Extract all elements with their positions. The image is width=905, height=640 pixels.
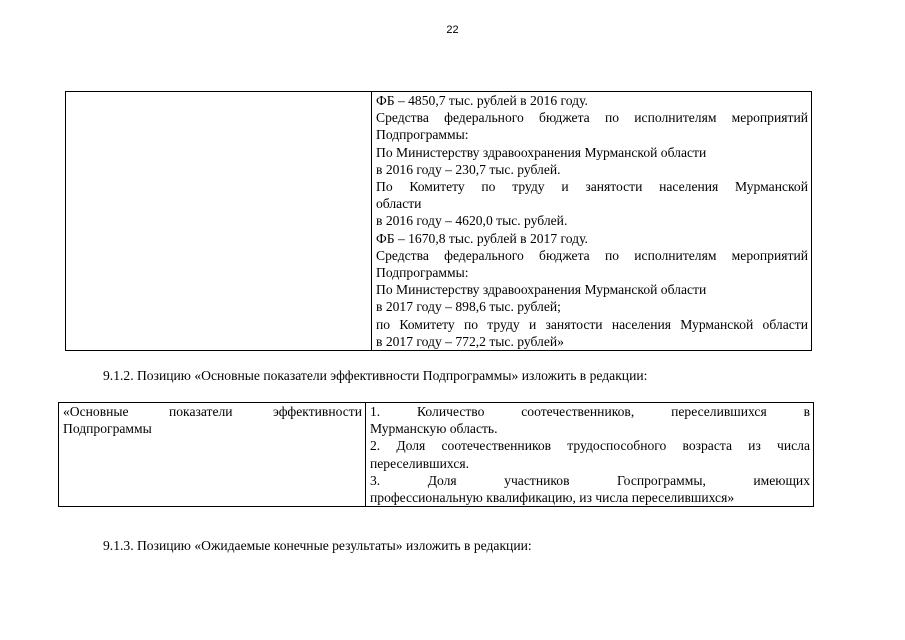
text-line: Средства федерального бюджета по исполнителям мероприятий [376,247,808,263]
indicators-table-label-cell [59,403,366,507]
text-line: По Министерству здравоохранения Мурманской области [376,144,707,160]
text-line: Подпрограммы [63,421,152,437]
indicators-table-text-cell [366,403,814,507]
text-line: Подпрограммы: [376,265,469,281]
text-line: области [376,196,422,212]
funding-table-empty-cell [66,92,372,351]
text-line: профессиональную квалификацию, из числа переселившихся» [370,490,735,506]
page-number: 22 [446,24,459,36]
text-line: в 2017 году – 772,2 тыс. рублей» [376,333,564,349]
text-line: ФБ – 4850,7 тыс. рублей в 2016 году. [376,93,588,108]
indicators-table [58,402,814,507]
text-line: переселившихся. [370,455,470,471]
text-line: ФБ – 1670,8 тыс. рублей в 2017 году. [376,230,588,246]
text-line: По Комитету по труду и занятости населения Мурманской [376,179,808,195]
paragraph-9-1-2: 9.1.2. Позицию «Основные показатели эффективности Подпрограммы» изложить в редакции: [103,368,648,383]
text-line: Средства федерального бюджета по исполнителям мероприятий [376,110,808,126]
text-line: 2. Доля соотечественников трудоспособного возраста из числа [370,438,810,454]
funding-table-text-cell [372,92,812,351]
text-line: По Министерству здравоохранения Мурманской области [376,282,707,298]
text-line: Мурманскую область. [370,421,498,437]
funding-table [65,91,812,351]
text-line: 1. Количество соотечественников, переселившихся в [370,404,810,419]
text-line: по Комитету по труду и занятости населения Мурманской области [376,316,808,332]
text-line: в 2017 году – 898,6 тыс. рублей; [376,299,561,315]
paragraph-9-1-3: 9.1.3. Позицию «Ожидаемые конечные результаты» изложить в редакции: [103,538,532,553]
text-line: Подпрограммы: [376,127,469,143]
text-line: в 2016 году – 230,7 тыс. рублей. [376,161,561,177]
text-line: «Основные показатели эффективности [63,404,362,419]
text-line: 3. Доля участников Госпрограммы, имеющих [370,472,810,488]
text-line: в 2016 году – 4620,0 тыс. рублей. [376,213,568,229]
